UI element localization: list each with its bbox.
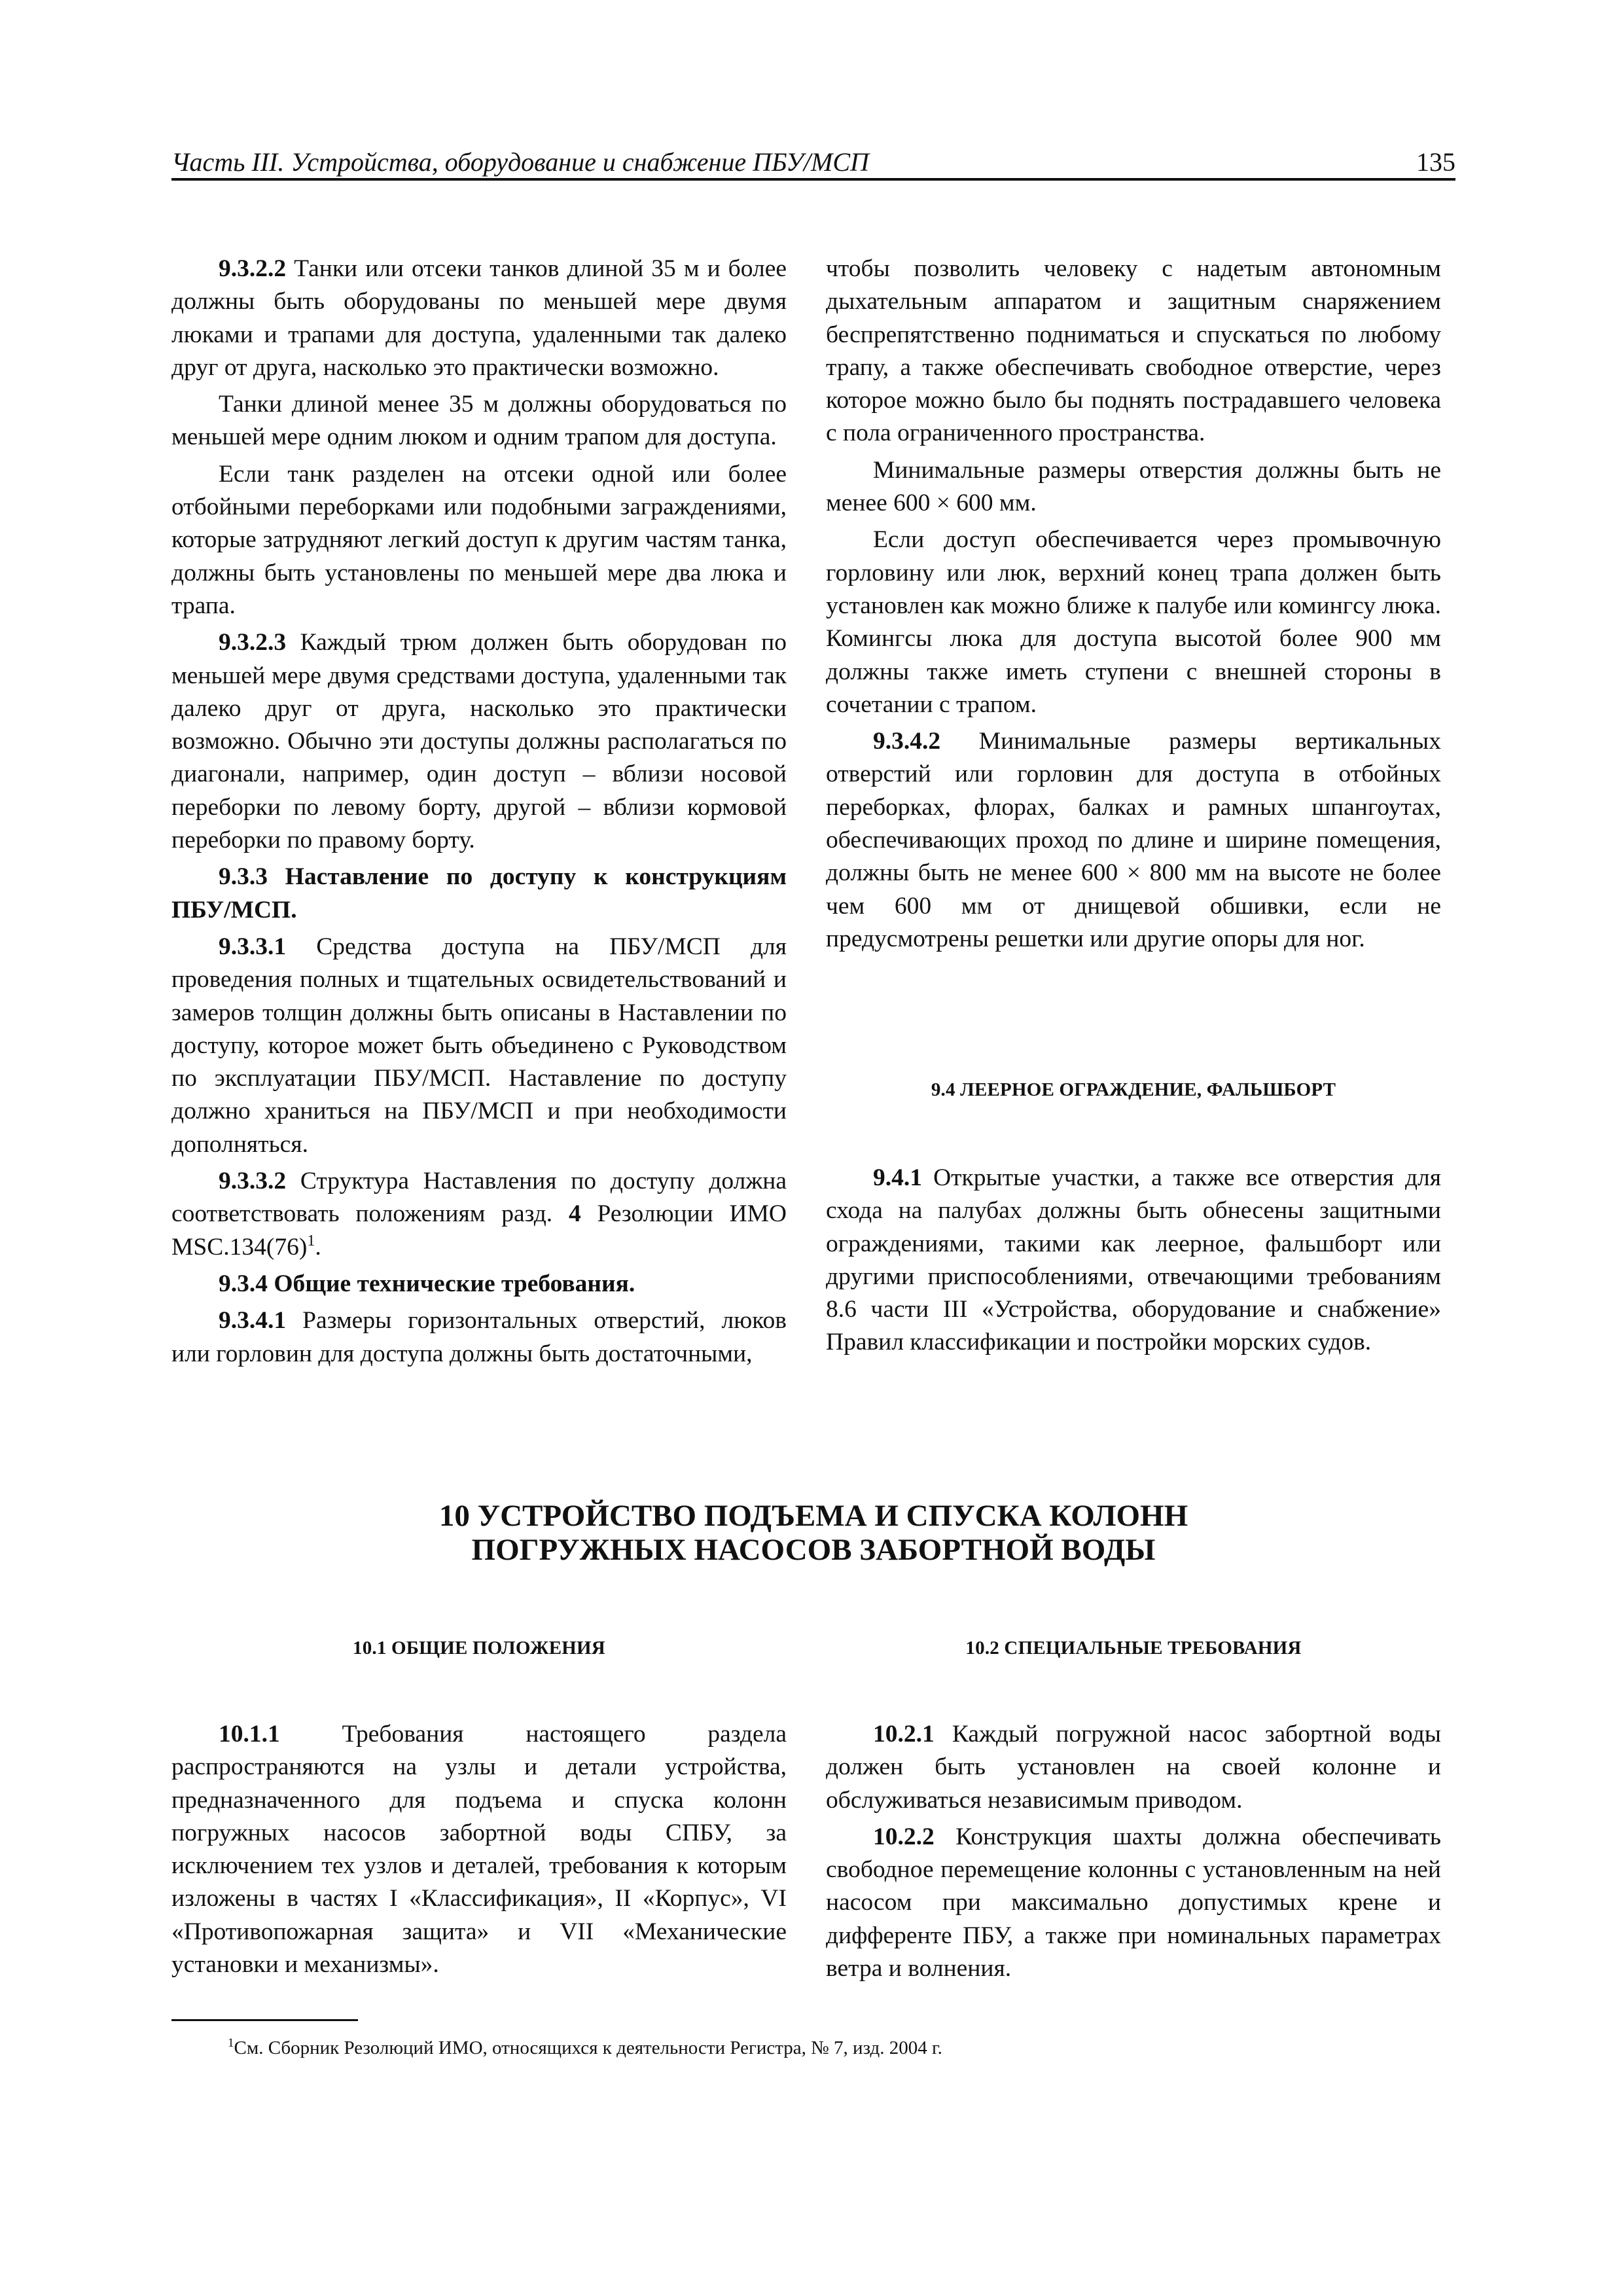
footnote-rule <box>171 2019 358 2021</box>
page-number: 135 <box>1416 147 1455 177</box>
paragraph-10-2-2: 10.2.2 Конструкция шахты должна обеспечивать свободное перемещение колонны с установленным на ней насосом при максимально допустимых крене и дифференте ПБУ, а также при номинальных параметрах ветра и волнения. <box>826 1823 1441 1982</box>
paragraph-continuation: чтобы позволить человеку с надетым автономным дыхательным аппаратом и защитным снаряжением беспрепятственно подниматься и спускаться по любому трапу, а также обеспечивать свободное отверстие, через которое можно было бы поднять пострадавшего человека с пола ограниченного пространства. <box>826 255 1441 447</box>
left-column <box>171 253 787 1371</box>
footnote-ref: 1 <box>307 1232 315 1249</box>
running-header <box>171 141 1455 181</box>
section-10-1-body <box>171 1718 787 1981</box>
chapter-title <box>171 1499 1455 1567</box>
chapter-title-line-1: 10 УСТРОЙСТВО ПОДЪЕМА И СПУСКА КОЛОНН <box>438 1499 1188 1533</box>
paragraph-tank-compartments: Если танк разделен на отсеки одной или более отбойными переборками или подобными заграждениями, которые затрудняют легкий доступ к другим частям танка, должны быть установлены по меньшей мере два люка и трапа. <box>171 460 787 619</box>
footnote-text: См. Сборник Резолюций ИМО, относящихся к деятельности Регистра, № 7, изд. 2004 г. <box>234 2037 942 2058</box>
paragraph-9-3-2-2: 9.3.2.2 Танки или отсеки танков длиной 35 м и более должны быть оборудованы по меньшей мере двумя люками и трапами для доступа, удаленными так далеко друг от друга, насколько это практически возможно. <box>171 255 787 381</box>
paragraph-9-3-3-1: 9.3.3.1 Средства доступа на ПБУ/МСП для проведения полных и тщательных освидетельствований и замеров толщин должны быть описаны в Наставлении по доступу, которое может быть объединено с Руководством по эксплуатации ПБУ/МСП. Наставление по доступу должно храниться на ПБУ/МСП и при необходимости дополняться. <box>171 933 787 1158</box>
paragraph-access-via-hatch: Если доступ обеспечивается через промывочную горловину или люк, верхний конец трапа должен быть установлен как можно ближе к палубе или комингсу люка. Комингсы люка для доступа высотой более 900 мм должны также иметь ступени с внешней стороны в сочетании с трапом. <box>826 526 1441 718</box>
footnote <box>228 2036 942 2060</box>
section-heading-9-4: 9.4 ЛЕЕРНОЕ ОГРАЖДЕНИЕ, ФАЛЬШБОРТ <box>931 1079 1336 1100</box>
right-column <box>826 253 1441 956</box>
section-10-2-body <box>826 1718 1441 1985</box>
section-9-4 <box>826 1073 1441 1106</box>
paragraph-9-3-2-3: 9.3.2.3 Каждый трюм должен быть оборудован по меньшей мере двумя средствами доступа, удаленными так далеко друг от друга, насколько это практически возможно. Обычно эти доступы должны располагаться по диагонали, например, один доступ – вблизи носовой переборки по левому борту, другой – вблизи кормовой переборки по правому борту. <box>171 629 787 854</box>
header-rule <box>171 178 1455 181</box>
paragraph-9-3-4-2: 9.3.4.2 Минимальные размеры вертикальных отверстий или горловин для доступа в отбойных переборках, флорах, балках и рамных шпангоутах, обеспечивающих проход по длине и ширине помещения, должны быть не менее 600 × 800 мм на высоте не более чем 600 мм от днищевой обшивки, если не предусмотрены решетки или другие опоры для ног. <box>826 728 1441 952</box>
paragraph-min-opening-size: Минимальные размеры отверстия должны быть не менее 600 × 600 мм. <box>826 456 1441 517</box>
paragraph-10-1-1: 10.1.1 Требования настоящего раздела распространяются на узлы и детали устройства, предназначенного для подъема и спуска колонн погружных насосов забортной воды СПБУ, за исключением тех узлов и деталей, требования к которым изложены в частях I «Классификация», II «Корпус», VI «Противопожарная защита» и VII «Механические установки и механизмы». <box>171 1721 787 1979</box>
section-10-1-heading-block <box>171 1632 787 1664</box>
paragraph-9-3-3-2: 9.3.3.2 Структура Наставления по доступу должна соответствовать положениям разд. 4 Резолюции ИМО $MSC.134(76)^1$. <box>171 1168 787 1261</box>
section-heading-10-2: 10.2 СПЕЦИАЛЬНЫЕ ТРЕБОВАНИЯ <box>965 1638 1302 1659</box>
paragraph-tanks-less-35m: Танки длиной менее 35 м должны оборудоваться по меньшей мере одним люком и одним трапом для доступа. <box>171 391 787 451</box>
paragraph-9-3-4-1: 9.3.4.1 Размеры горизонтальных отверстий, люков или горловин для доступа должны быть достаточными, <box>171 1307 787 1367</box>
chapter-title-line-2: ПОГРУЖНЫХ НАСОСОВ ЗАБОРТНОЙ ВОДЫ <box>471 1533 1156 1567</box>
section-heading-10-1: 10.1 ОБЩИЕ ПОЛОЖЕНИЯ <box>353 1638 605 1659</box>
section-10-2-heading-block <box>826 1632 1441 1664</box>
running-header-title: Часть III. Устройства, оборудование и снабжение ПБУ/МСП <box>171 147 869 177</box>
paragraph-10-2-1: 10.2.1 Каждый погружной насос забортной воды должен быть установлен на своей колонне и обслуживаться независимым приводом. <box>826 1721 1441 1814</box>
footnote-mark: 1 <box>228 2036 234 2050</box>
paragraph-9-4-1: 9.4.1 Открытые участки, а также все отверстия для схода на палубах должны быть обнесены защитными ограждениями, такими как леерное, фальшборт или другими приспособлениями, отвечающими требованиям 8.6 части III «Устройства, оборудование и снабжение» Правил классификации и постройки морских судов. <box>826 1164 1441 1356</box>
section-9-4-body <box>826 1162 1441 1359</box>
heading-9-3-4: 9.3.4 Общие технические требования. <box>219 1270 635 1297</box>
heading-9-3-3: 9.3.3 Наставление по доступу к конструкциям ПБУ/МСП. <box>171 863 787 924</box>
